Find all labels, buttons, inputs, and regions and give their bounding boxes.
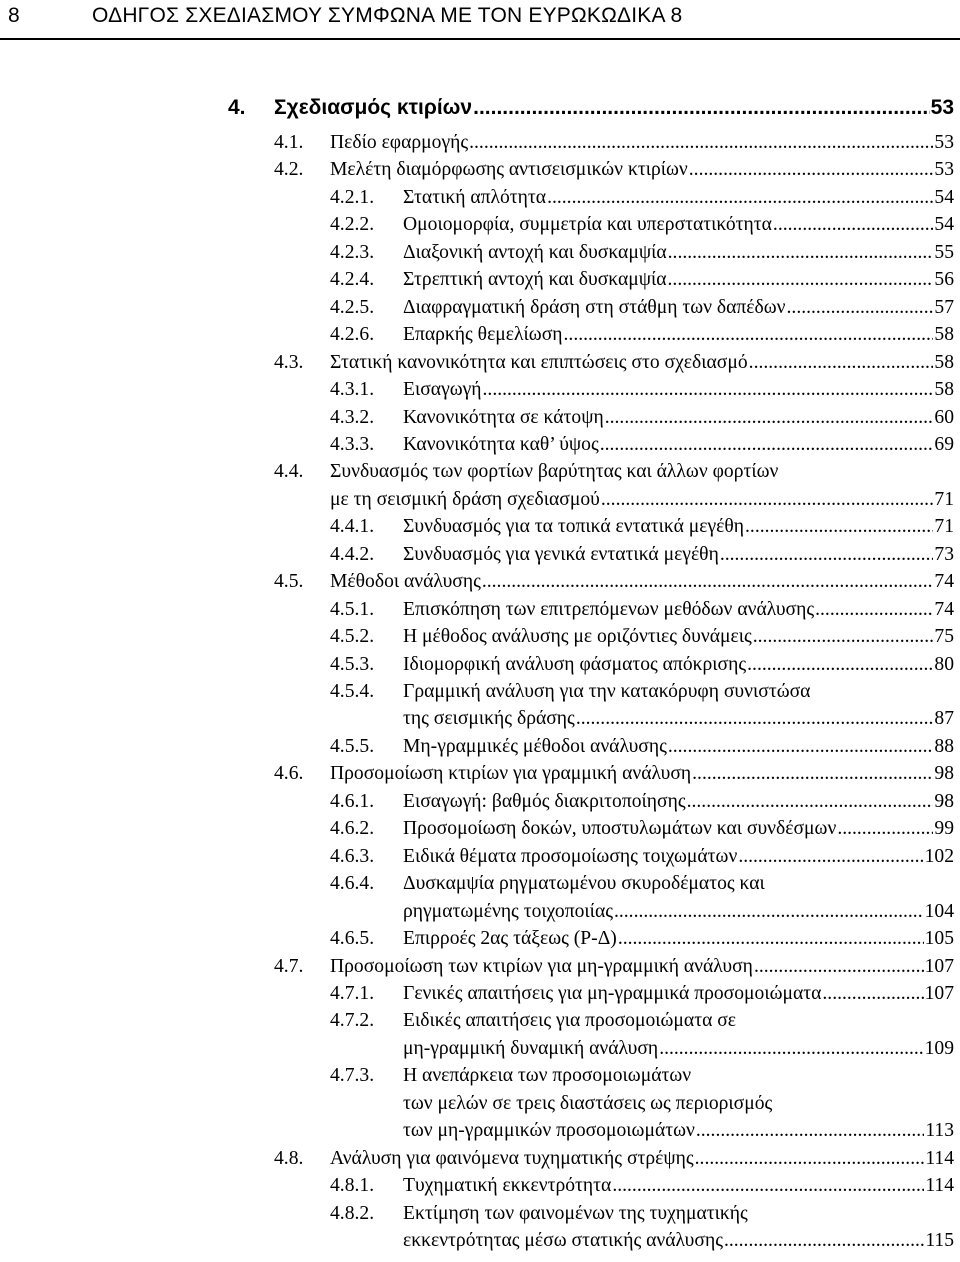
toc-entry[interactable] bbox=[330, 928, 954, 955]
toc-entry-title: Προσομοίωση των κτιρίων για μη-γραμμική ανάλυση bbox=[330, 955, 753, 977]
toc-entry-number: 4.2.4. bbox=[330, 269, 375, 291]
toc-entry-title: Προσομοίωση κτιρίων για γραμμική ανάλυση bbox=[330, 763, 692, 785]
toc-entry-line bbox=[403, 1230, 954, 1252]
toc-entry-page: 114 bbox=[925, 1147, 954, 1169]
toc-entry-page: 54 bbox=[934, 214, 954, 236]
dot-leader bbox=[576, 708, 934, 730]
dot-leader bbox=[696, 1120, 924, 1142]
toc-entry-line bbox=[330, 132, 954, 154]
toc-entry-page: 87 bbox=[934, 708, 954, 730]
toc-entry-line bbox=[403, 1038, 954, 1060]
toc-entry[interactable] bbox=[274, 461, 954, 516]
toc-entry-line bbox=[403, 434, 954, 456]
toc-entry-page: 107 bbox=[924, 982, 954, 1004]
toc-entry-page: 53 bbox=[934, 159, 954, 181]
toc-entry[interactable] bbox=[330, 407, 954, 434]
toc-entry-number: 4.3. bbox=[274, 351, 304, 373]
toc-entry-number: 4.5.2. bbox=[330, 626, 375, 648]
toc-entry-page: 74 bbox=[934, 598, 954, 620]
toc-entry-line bbox=[330, 763, 954, 785]
toc-entry-page: 105 bbox=[924, 928, 954, 950]
toc-entry-page: 75 bbox=[934, 626, 954, 648]
toc-entry-page: 109 bbox=[924, 1037, 954, 1059]
dot-leader bbox=[754, 956, 924, 978]
toc-entry-line bbox=[403, 818, 954, 840]
toc-entry-title: Διαφραγματική δράση στη στάθμη των δαπέδων bbox=[403, 296, 786, 318]
toc-entry-number: 4.6.2. bbox=[330, 818, 375, 840]
toc-entry-number: 4.7.2. bbox=[330, 1010, 375, 1032]
toc-entry[interactable] bbox=[274, 352, 954, 379]
toc-entry-line bbox=[403, 654, 954, 676]
dot-leader bbox=[668, 736, 934, 758]
toc-entry[interactable] bbox=[330, 242, 954, 269]
toc-entry-line bbox=[403, 626, 954, 648]
toc-entry-title: Εισαγωγή bbox=[403, 379, 482, 401]
toc-entry-number: 4.2.5. bbox=[330, 296, 375, 318]
toc-entry-line bbox=[403, 297, 954, 319]
toc-entry-page: 58 bbox=[934, 379, 954, 401]
toc-entry[interactable] bbox=[330, 873, 954, 928]
chapter-page: 53 bbox=[930, 96, 954, 119]
toc-entry-line bbox=[330, 489, 954, 511]
header-rule bbox=[0, 38, 960, 40]
toc-entry-title: Στατική κανονικότητα και επιπτώσεις στο σχεδιασμό bbox=[330, 351, 748, 373]
toc-entry-title: Γραμμική ανάλυση για την κατακόρυφη συνιστώσα bbox=[403, 681, 811, 702]
toc-entry-title: Μελέτη διαμόρφωσης αντισεισμικών κτιρίων bbox=[330, 159, 688, 181]
dot-leader bbox=[745, 516, 933, 538]
toc-entry-line bbox=[403, 324, 954, 346]
chapter-line bbox=[274, 96, 954, 124]
toc-entry-title: μη-γραμμική δυναμική ανάλυση bbox=[403, 1037, 659, 1059]
toc-entry-number: 4.1. bbox=[274, 132, 304, 153]
toc-entry-page: 60 bbox=[934, 406, 954, 428]
toc-entry-number: 4.7.1. bbox=[330, 982, 375, 1004]
chapter-title: Σχεδιασμός κτιρίων bbox=[274, 96, 473, 119]
toc-entry-number: 4.3.1. bbox=[330, 379, 375, 401]
dot-leader bbox=[747, 654, 933, 676]
toc-entry-page: 98 bbox=[934, 763, 954, 785]
dot-leader bbox=[614, 901, 924, 923]
toc-entry-title: Δυσκαμψία ρηγματωμένου σκυροδέματος και bbox=[403, 873, 765, 895]
toc-entry-title: των μη-γραμμικών προσομοιωμάτων bbox=[403, 1120, 695, 1142]
toc-entry-page: 53 bbox=[934, 132, 954, 153]
toc-entry-number: 4.6.5. bbox=[330, 928, 375, 950]
toc-entry-page: 55 bbox=[934, 241, 954, 263]
dot-leader bbox=[668, 269, 934, 291]
toc-entry-line bbox=[330, 956, 954, 978]
toc-entry-page: 56 bbox=[934, 269, 954, 291]
toc-entry-line bbox=[403, 928, 954, 950]
toc-entry[interactable] bbox=[330, 983, 954, 1010]
dot-leader bbox=[601, 489, 934, 511]
toc-entry-page: 107 bbox=[924, 955, 954, 977]
toc-entry-title: Διαξονική αντοχή και δυσκαμψία bbox=[403, 241, 667, 263]
toc-entry-line bbox=[403, 791, 954, 813]
toc-entry-title: Συνδυασμός των φορτίων βαρύτητας και άλλων φορτίων bbox=[330, 461, 779, 483]
toc-entry-number: 4.8.2. bbox=[330, 1202, 375, 1224]
dot-leader bbox=[749, 352, 934, 374]
toc-entry-number: 4.4. bbox=[274, 461, 304, 483]
dot-leader bbox=[822, 983, 923, 1005]
dot-leader bbox=[605, 407, 934, 429]
toc-entry-title: Ειδικά θέματα προσομοίωσης τοιχωμάτων bbox=[403, 845, 738, 867]
toc-entry[interactable] bbox=[330, 187, 954, 214]
toc-entry-line bbox=[403, 379, 954, 401]
toc-entry-title: Γενικές απαιτήσεις για μη-γραμμικά προσομοιώματα bbox=[403, 982, 822, 1004]
toc-entry-title: Ειδικές απαιτήσεις για προσομοιώματα σε bbox=[403, 1010, 737, 1032]
toc-entry-line bbox=[403, 901, 954, 923]
toc-entry[interactable] bbox=[330, 846, 954, 873]
toc-entry-title: εκκεντρότητας μέσω στατικής ανάλυσης bbox=[403, 1229, 723, 1251]
toc-entry[interactable] bbox=[330, 516, 954, 543]
dot-leader bbox=[787, 297, 934, 319]
dot-leader bbox=[687, 791, 934, 813]
toc-entry-title: Συνδυασμός για τα τοπικά εντατικά μεγέθη bbox=[403, 516, 745, 538]
toc-entry-page: 73 bbox=[934, 543, 954, 565]
toc-entry-page: 58 bbox=[934, 324, 954, 346]
dot-leader bbox=[612, 1175, 924, 1197]
toc-entry-title: Εισαγωγή: βαθμός διακριτοποίησης bbox=[403, 790, 686, 812]
toc-entry-line bbox=[403, 708, 954, 730]
toc-entry-page: 102 bbox=[924, 845, 954, 867]
toc-entry-number: 4.6.4. bbox=[330, 873, 375, 895]
toc-entry-line bbox=[403, 599, 954, 621]
dot-leader bbox=[689, 159, 934, 181]
toc-entry[interactable] bbox=[330, 681, 954, 736]
toc-entry-title: Ιδιομορφική ανάλυση φάσματος απόκρισης bbox=[403, 653, 747, 675]
toc-entry-page: 57 bbox=[934, 296, 954, 318]
toc-entry-page: 74 bbox=[934, 571, 954, 593]
toc-entry-line bbox=[403, 407, 954, 429]
running-header bbox=[0, 0, 960, 44]
toc-entry-title: Ανάλυση για φαινόμενα τυχηματικής στρέψης bbox=[330, 1147, 694, 1169]
toc-entry-number: 4.7. bbox=[274, 955, 304, 977]
dot-leader bbox=[547, 187, 933, 209]
toc-entry-title: Στατική απλότητα bbox=[403, 186, 547, 208]
toc-entry[interactable] bbox=[330, 654, 954, 681]
toc-entry-number: 4.2.3. bbox=[330, 241, 375, 263]
toc-entry[interactable] bbox=[330, 736, 954, 763]
toc-entry-number: 4.2. bbox=[274, 159, 304, 181]
toc-entry-number: 4.6.1. bbox=[330, 790, 375, 812]
toc-entry-line bbox=[330, 159, 954, 181]
toc-entry[interactable] bbox=[274, 571, 954, 598]
toc-entry-line bbox=[403, 1175, 954, 1197]
toc-entry[interactable] bbox=[330, 1065, 954, 1147]
toc-entry-title: της σεισμικής δράσης bbox=[403, 708, 575, 730]
toc-entry-page: 54 bbox=[934, 186, 954, 208]
toc-entry-page: 80 bbox=[934, 653, 954, 675]
toc-entry-title: Στρεπτική αντοχή και δυσκαμψία bbox=[403, 269, 667, 291]
toc-entry-page: 71 bbox=[934, 488, 954, 510]
toc-entry-line bbox=[330, 571, 954, 593]
toc-entry-number: 4.5.4. bbox=[330, 681, 375, 702]
dot-leader bbox=[618, 928, 924, 950]
toc-entry-number: 4.6.3. bbox=[330, 845, 375, 867]
toc-entry-number: 4.8.1. bbox=[330, 1175, 375, 1197]
toc-entry-title: Πεδίο εφαρμογής bbox=[330, 132, 469, 153]
dot-leader bbox=[724, 1230, 924, 1252]
toc-entry-title: ρηγματωμένης τοιχοποιίας bbox=[403, 900, 613, 922]
toc-entry-title: Επιρροές 2ας τάξεως (Ρ-Δ) bbox=[403, 928, 617, 950]
toc-entry-page: 88 bbox=[934, 735, 954, 757]
toc-entry-title: Τυχηματική εκκεντρότητα bbox=[403, 1175, 612, 1197]
toc-entry-page: 98 bbox=[934, 790, 954, 812]
toc-entry[interactable] bbox=[274, 1148, 954, 1175]
dot-leader bbox=[600, 434, 934, 456]
toc-entry[interactable] bbox=[330, 1203, 954, 1258]
dot-leader bbox=[692, 763, 933, 785]
toc-entry-number: 4.5. bbox=[274, 571, 304, 593]
toc-entry[interactable] bbox=[330, 544, 954, 571]
toc-entry-number: 4.7.3. bbox=[330, 1065, 375, 1087]
dot-leader bbox=[753, 626, 934, 648]
toc-entry-page: 115 bbox=[925, 1229, 954, 1251]
toc-entry-line bbox=[403, 736, 954, 758]
toc-entry-number: 4.6. bbox=[274, 763, 304, 785]
toc-entry[interactable] bbox=[330, 599, 954, 626]
toc-entry[interactable] bbox=[330, 434, 954, 461]
toc-entry-line bbox=[403, 1120, 954, 1142]
toc-entry[interactable] bbox=[330, 818, 954, 845]
toc-entry[interactable] bbox=[330, 324, 954, 351]
toc-chapter-heading[interactable] bbox=[228, 96, 954, 126]
toc-entry-line bbox=[403, 544, 954, 566]
toc-entry-number: 4.3.3. bbox=[330, 433, 375, 455]
dot-leader bbox=[668, 242, 934, 264]
toc-entry-line bbox=[403, 242, 954, 264]
toc-entry-number: 4.4.1. bbox=[330, 516, 375, 538]
toc-entry-line bbox=[403, 187, 954, 209]
toc-entry-number: 4.5.5. bbox=[330, 735, 375, 757]
toc-entry-number: 4.2.6. bbox=[330, 324, 375, 346]
toc-entry[interactable] bbox=[330, 626, 954, 653]
toc-entry-page: 71 bbox=[934, 516, 954, 538]
toc-entry-title: Ομοιομορφία, συμμετρία και υπερστατικότητα bbox=[403, 214, 772, 236]
toc-entry[interactable] bbox=[330, 791, 954, 818]
toc-entry-number: 4.2.2. bbox=[330, 214, 375, 236]
dot-leader bbox=[482, 571, 934, 593]
toc-entry-line bbox=[403, 214, 954, 236]
toc-entry-title: Κανονικότητα σε κάτοψη bbox=[403, 406, 604, 428]
running-title: ΟΔΗΓΟΣ ΣΧΕΔΙΑΣΜΟΥ ΣΥΜΦΩΝΑ ΜΕ ΤΟΝ ΕΥΡΩΚΩΔΙΚΑ 8 bbox=[92, 4, 683, 27]
toc-entry-number: 4.3.2. bbox=[330, 406, 375, 428]
toc-entry-page: 58 bbox=[934, 351, 954, 373]
toc-entry[interactable] bbox=[274, 159, 954, 186]
dot-leader bbox=[815, 599, 933, 621]
toc-entry-line bbox=[403, 846, 954, 868]
toc-entry-title: Επισκόπηση των επιτρεπόμενων μεθόδων ανάλυσης bbox=[403, 598, 815, 620]
toc-entry[interactable] bbox=[274, 132, 954, 159]
toc-entry-number: 4.5.3. bbox=[330, 653, 375, 675]
dot-leader bbox=[738, 846, 923, 868]
toc-entry-page: 99 bbox=[934, 818, 954, 840]
toc-entry-number: 4.8. bbox=[274, 1147, 304, 1169]
toc-entry-page: 114 bbox=[925, 1175, 954, 1197]
toc-entry-title: με τη σεισμική δράση σχεδιασμού bbox=[330, 488, 600, 510]
dot-leader bbox=[773, 214, 933, 236]
toc-entry-title: Εκτίμηση των φαινομένων της τυχηματικής bbox=[403, 1202, 748, 1224]
page-number: 8 bbox=[8, 4, 20, 27]
toc-entry-line bbox=[330, 1148, 954, 1170]
toc-entry[interactable] bbox=[330, 297, 954, 324]
toc-entry-title: των μελών σε τρεις διαστάσεις ως περιορισμός bbox=[403, 1092, 773, 1114]
toc-entry[interactable] bbox=[330, 1010, 954, 1065]
toc-entry-page: 113 bbox=[925, 1120, 954, 1142]
toc-entry[interactable] bbox=[330, 1175, 954, 1202]
toc-entry-title: Κανονικότητα καθ’ ύψος bbox=[403, 433, 599, 455]
toc-entry-title: Συνδυασμός για γενικά εντατικά μεγέθη bbox=[403, 543, 719, 565]
toc-entry-title: Μη-γραμμικές μέθοδοι ανάλυσης bbox=[403, 735, 667, 757]
toc-entry[interactable] bbox=[330, 379, 954, 406]
dot-leader bbox=[659, 1038, 923, 1060]
toc-entry-title: Μέθοδοι ανάλυσης bbox=[330, 571, 481, 593]
chapter-number: 4. bbox=[228, 96, 246, 119]
toc-entry-line bbox=[403, 269, 954, 291]
toc-entry-line bbox=[330, 352, 954, 374]
toc-entry[interactable] bbox=[330, 269, 954, 296]
toc-entry[interactable] bbox=[330, 214, 954, 241]
toc-entry-page: 104 bbox=[924, 900, 954, 922]
toc-entry-title: Επαρκής θεμελίωση bbox=[403, 324, 563, 346]
toc-entry[interactable] bbox=[274, 763, 954, 790]
dot-leader bbox=[720, 544, 934, 566]
toc-entry-page: 69 bbox=[934, 433, 954, 455]
dot-leader bbox=[837, 818, 933, 840]
dot-leader bbox=[564, 324, 934, 346]
toc-entry-number: 4.2.1. bbox=[330, 186, 375, 208]
dot-leader bbox=[469, 132, 933, 154]
dot-leader bbox=[695, 1148, 925, 1170]
toc-entry-title: Η μέθοδος ανάλυσης με οριζόντιες δυνάμεις bbox=[403, 626, 752, 648]
toc-entry-number: 4.5.1. bbox=[330, 598, 375, 620]
dot-leader bbox=[483, 379, 934, 401]
toc-entry[interactable] bbox=[274, 956, 954, 983]
toc-entry-title: Η ανεπάρκεια των προσομοιωμάτων bbox=[403, 1065, 692, 1087]
toc-entry-line bbox=[403, 516, 954, 538]
toc-entry-line bbox=[403, 983, 954, 1005]
dot-leader bbox=[473, 96, 930, 120]
toc-entry-title: Προσομοίωση δοκών, υποστυλωμάτων και συνδέσμων bbox=[403, 818, 837, 840]
toc-entry-number: 4.4.2. bbox=[330, 543, 375, 565]
